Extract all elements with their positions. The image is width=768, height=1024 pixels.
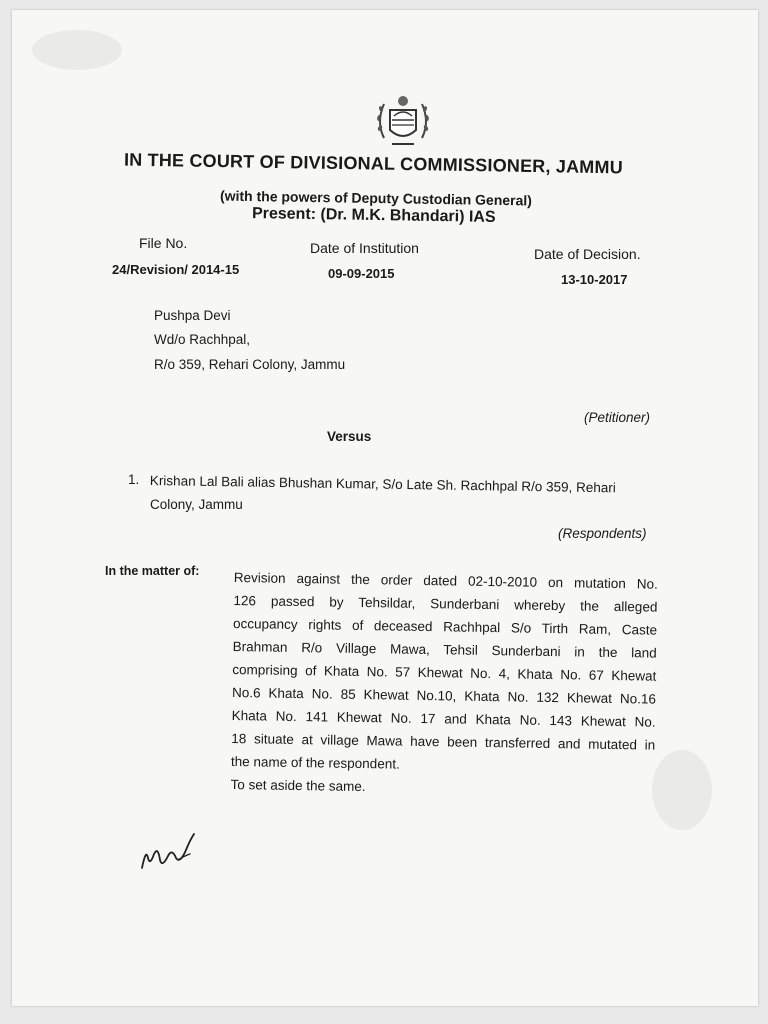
versus-heading: Versus: [327, 429, 372, 444]
matter-label: In the matter of:: [105, 564, 200, 578]
respondent-line-1: Krishan Lal Bali alias Bhushan Kumar, S/o Late Sh. Rachhpal R/o 359, Rehari: [149, 473, 616, 496]
decision-date-value: 13-10-2017: [561, 272, 628, 287]
matter-line: the name of the respondent.: [230, 753, 400, 772]
matter-line: 18 situate at village Mawa have been transferred and mutated in: [231, 730, 656, 753]
institution-date-value: 09-09-2015: [328, 266, 395, 281]
matter-closing: To set aside the same.: [230, 776, 366, 795]
file-no-label: File No.: [139, 235, 188, 251]
matter-body: [230, 566, 658, 803]
petitioner-address: R/o 359, Rehari Colony, Jammu: [154, 357, 346, 372]
document-page: [12, 10, 758, 1006]
file-no-value: 24/Revision/ 2014-15: [112, 262, 240, 277]
powers-subtitle: (with the powers of Deputy Custodian General): [219, 187, 533, 209]
signature-scribble: [138, 828, 218, 876]
petitioner-name: Pushpa Devi: [154, 308, 231, 323]
decision-date-label: Date of Decision.: [534, 246, 641, 262]
presiding-officer: Present: (Dr. M.K. Bhandari) IAS: [251, 205, 496, 226]
matter-line: No.6 Khata No. 85 Khewat No.10, Khata No. 132 Khewat No.16: [231, 684, 657, 707]
state-emblem-icon: [370, 88, 436, 154]
matter-line: 126 passed by Tehsildar, Sunderbani whereby the alleged: [233, 592, 658, 615]
matter-line: Khata No. 141 Khewat No. 17 and Khata No. 143 Khewat No.: [231, 707, 656, 730]
petitioner-role: (Petitioner): [584, 410, 651, 425]
matter-line: comprising of Khata No. 57 Khewat No. 4, Khata No. 67 Khewat: [232, 661, 657, 684]
institution-date-label: Date of Institution: [310, 240, 419, 256]
respondent-number: 1.: [128, 472, 140, 487]
matter-line: occupancy rights of deceased Rachhpal S/o Tirth Ram, Caste: [232, 615, 658, 638]
matter-line: Brahman R/o Village Mawa, Tehsil Sunderbani in the land: [232, 638, 657, 661]
petitioner-relation: Wd/o Rachhpal,: [154, 332, 251, 347]
matter-line: Revision against the order dated 02-10-2010 on mutation No.: [233, 569, 658, 592]
court-title: IN THE COURT OF DIVISIONAL COMMISSIONER, JAMMU: [123, 149, 624, 178]
respondent-role: (Respondents): [558, 526, 647, 541]
respondent-line-2: Colony, Jammu: [150, 497, 243, 512]
